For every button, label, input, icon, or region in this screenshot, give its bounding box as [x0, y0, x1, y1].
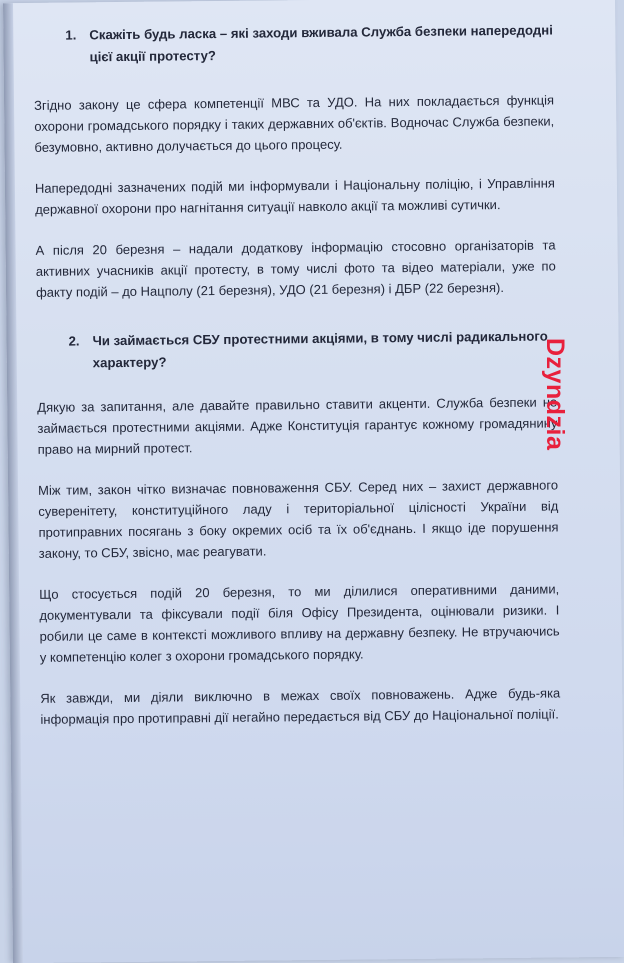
document-content	[33, 19, 561, 749]
answer-2-paragraph-3: Що стосується подій 20 березня, то ми ділилися оперативними даними, документували та фіксували події біля Офісу Президента, оцінювали ризики. І робили це саме в контексті можливого впливу на державну безпеку. Не втручаючись у компетенцію колег з охорони громадського порядку.	[39, 581, 560, 665]
document-page	[3, 0, 624, 963]
question-1-number: 1.	[65, 27, 77, 43]
question-2-number: 2.	[68, 333, 80, 349]
question-1-heading	[65, 19, 553, 68]
question-2-title: Чи займається СБУ протестними акціями, в тому числі радикального характеру?	[92, 328, 548, 371]
answer-1-paragraph-1: Згідно закону це сфера компетенції МВС та УДО. На них покладається функція охорони громадського порядку і таких державних об'єктів. Водночас Служба безпеки, безумовно, активно долучається до цього процесу.	[33, 92, 555, 155]
page-edge-shadow	[3, 3, 23, 963]
answer-2-paragraph-4: Як завжди, ми діяли виключно в межах своїх повноважень. Адже будь-яка інформація про протиправні дії негайно передається від СБУ до Національної поліції.	[40, 685, 561, 727]
question-2-heading	[68, 326, 548, 375]
answer-2-paragraph-1: Дякую за запитання, але давайте правильно ставити акценти. Служба безпеки не займається протестними акціями. Адже Конституція гарантує кожному громадянину право на мирний протест.	[37, 394, 558, 457]
watermark: Dzyndzia	[541, 338, 569, 451]
answer-2-paragraph-2: Між тим, закон чітко визначає повноваження СБУ. Серед них – захист державного суверенітету, конституційного ладу і територіальної цілісності України від протиправних посягань з боку окремих осіб та їх об'єднань. І якщо іде порушення закону, то СБУ, звісно, має реагувати.	[38, 477, 559, 561]
answer-1-paragraph-2: Напередодні зазначених подій ми інформували і Національну поліцію, і Управління державної охорони про нагнітання ситуації навколо акції та можливі сутички.	[34, 175, 555, 217]
answer-1-paragraph-3: А після 20 березня – надали додаткову інформацію стосовно організаторів та активних учасників акції протесту, в тому числі фото та відео матеріали, уже по факту подій – до Нацполу (21 березня), УДО (21 березня) і ДБР (22 березня).	[35, 237, 556, 300]
question-1-title: Скажіть будь ласка – які заходи вживала Служба безпеки напередодні цієї акції протесту?	[89, 22, 553, 65]
